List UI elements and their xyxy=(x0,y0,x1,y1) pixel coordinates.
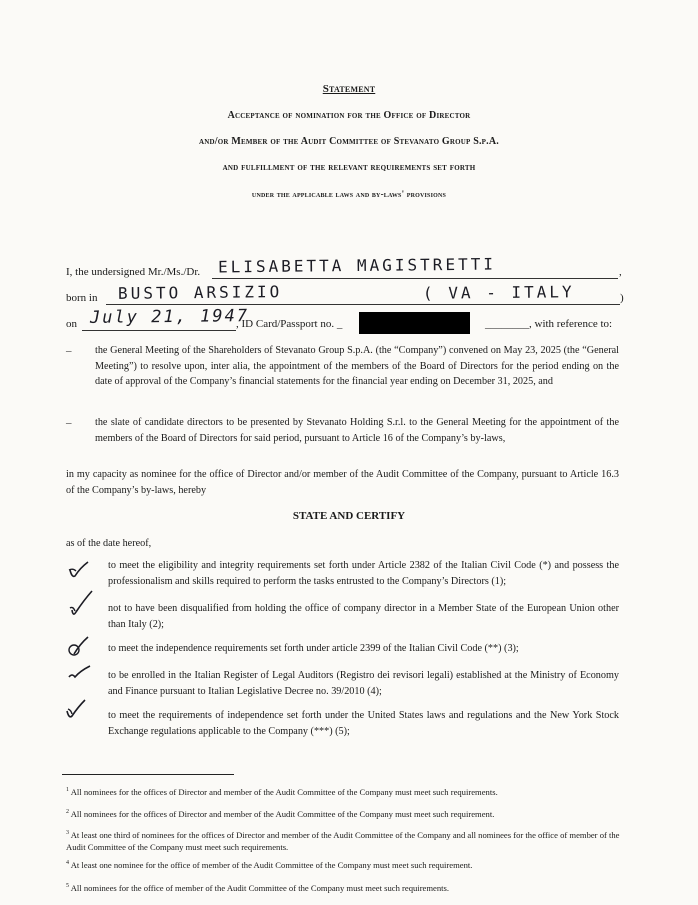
footnote-4: $^4$ At least one nominee for the office of member of the Audit Committee of the Company must meet such requirement. xyxy=(66,859,473,870)
undersigned-label: I, the undersigned Mr./Ms./Dr. xyxy=(66,266,201,278)
id-label: , ID Card/Passport no. _ xyxy=(236,318,343,330)
checkmark-icon[interactable] xyxy=(66,590,96,620)
heading-line-4: under the applicable laws and by-laws' provisions xyxy=(251,189,447,199)
dash-bullet: – xyxy=(66,345,72,357)
footnote-separator xyxy=(62,774,234,775)
heading-line-2: and/or Member of the Audit Committee of Stevanato Group S.p.A. xyxy=(199,136,499,147)
footnote-1: $^1$ All nominees for the offices of Director and member of the Audit Committee of the Company must meet such requirements. xyxy=(66,786,498,797)
footnote-5: $^5$ All nominees for the office of member of the Audit Committee of the Company must meet such requirements. xyxy=(66,882,450,893)
capacity-paragraph: in my capacity as nominee for the office of Director and/or member of the Audit Committee of the Company, pursuant to Article 16.3 of the Company’s by-laws, hereby xyxy=(66,469,619,496)
undersigned-name-field[interactable]: ELISABETTA MAGISTRETTI xyxy=(217,254,497,277)
certification-item-3: to meet the independence requirements set forth under article 2399 of the Italian Civil Code (**) (3); xyxy=(108,643,519,654)
certification-item-1: to meet the eligibility and integrity requirements set forth under Article 2382 of the Italian Civil Code (*) and possess the professionalism and skills required to perform the tasks entrusted to the Company’s Directors (1); xyxy=(108,560,619,587)
footnote-3: $^3$ At least one third of nominees for the offices of Director and member of the Audit Committee of the Company and all nominees for the office of member of the Audit Committee of the Company must meet such requirements. xyxy=(66,829,620,852)
certification-item-2: not to have been disqualified from holding the office of company director in a Member State of the European Union other than Italy (2); xyxy=(108,603,619,630)
birth-region-field[interactable]: ( VA - ITALY xyxy=(422,282,575,303)
heading-line-3: and fulfillment of the relevant requirements set forth xyxy=(222,162,476,173)
reference-item-2: the slate of candidate directors to be presented by Stevanato Holding S.r.l. to the General Meeting for the appointment of the members of the Board of Directors for said period, pursuant to Article 16 of the Company’s by-laws, xyxy=(95,417,619,444)
undersigned-underline xyxy=(212,278,618,279)
birth-date-field[interactable]: July 21, 1947 xyxy=(89,306,250,328)
reference-item-1: the General Meeting of the Shareholders of Stevanato Group S.p.A. (the “Company”) convened on May 23, 2025 (the “General Meeting”) to resolve upon, inter alia, the appointment of the members of the Board of Directors for the period ending on the date of approval of the Company’s financial statements for the financial year ending on December 31, 2025, and xyxy=(95,345,619,387)
checkmark-icon[interactable] xyxy=(66,634,92,660)
certification-item-4: to be enrolled in the Italian Register of Legal Auditors (Registro dei revisori legali) established at the Ministry of Economy and Finance pursuant to Italian Legislative Decree no. 39/2010 (4); xyxy=(108,670,619,697)
redacted-id-number xyxy=(359,312,470,334)
date-label: on xyxy=(66,318,77,330)
birth-city-field[interactable]: BUSTO ARSIZIO xyxy=(117,282,283,303)
date-underline xyxy=(82,330,236,331)
born-close-paren: ) xyxy=(620,292,624,304)
born-underline xyxy=(106,304,620,305)
checkmark-icon[interactable] xyxy=(63,697,89,723)
undersigned-comma: , xyxy=(619,266,622,278)
reference-label: ________, with reference to: xyxy=(485,318,613,330)
footnote-2: $^2$ All nominees for the offices of Director and member of the Audit Committee of the Company must meet such requirement. xyxy=(66,808,495,819)
dash-bullet: – xyxy=(66,417,72,429)
certification-item-5: to meet the requirements of independence set forth under the United States laws and regulations and the New York Stock Exchange regulations applicable to the Company (***) (5); xyxy=(108,710,619,737)
state-and-certify-heading: STATE AND CERTIFY xyxy=(292,510,406,522)
checkmark-icon[interactable] xyxy=(66,558,92,584)
checkmark-icon[interactable] xyxy=(66,661,92,687)
document-title: Statement xyxy=(322,83,376,95)
as-of-date-text: as of the date hereof, xyxy=(66,538,152,549)
heading-line-1: Acceptance of nomination for the Office of Director xyxy=(227,110,471,121)
born-label: born in xyxy=(66,292,98,304)
